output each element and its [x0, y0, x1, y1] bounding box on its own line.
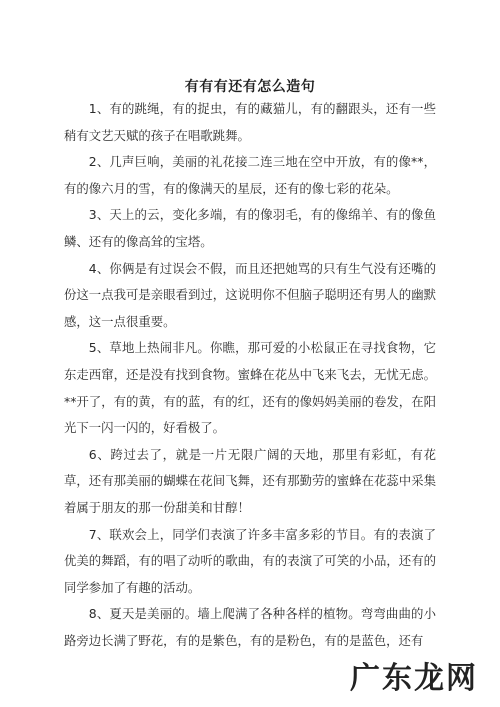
paragraph-8: 8、夏天是美丽的。墙上爬满了各种各样的植物。弯弯曲曲的小路旁边长满了野花，有的是紫色，有的是粉色，有的是蓝色，还有	[64, 606, 436, 648]
paragraph-2: 2、几声巨响，美丽的礼花接二连三地在空中开放，有的像**，有的像六月的雪，有的像满天的星辰，还有的像七彩的花朵。	[64, 154, 436, 196]
paragraph-1: 1、有的跳绳，有的捉虫，有的藏猫儿，有的翻跟头，还有一些稍有文艺天赋的孩子在唱歌跳舞。	[64, 101, 436, 143]
document-body	[64, 96, 436, 654]
site-watermark: 广东龙网	[350, 661, 478, 696]
document-title: 有有有还有怎么造句	[184, 79, 316, 95]
paragraph-6: 6、跨过去了，就是一片无限广阔的天地，那里有彩虹，有花草，还有那美丽的蝴蝶在花间飞舞，还有那勤劳的蜜蜂在花蕊中采集着属于朋友的那一份甜美和甘醇！	[64, 446, 436, 515]
paragraph-5: 5、草地上热闹非凡。你瞧，那可爱的小松鼠正在寻找食物，它东走西窜，还是没有找到食物。蜜蜂在花丛中飞来飞去，无忧无虑。**开了，有的黄，有的蓝，有的红，还有的像妈妈美丽的卷发，在阳光下一闪一闪的，好看极了。	[64, 340, 436, 436]
paragraph-4: 4、你俩是有过误会不假，而且还把她骂的只有生气没有还嘴的份这一点我可是亲眼看到过，这说明你不但脑子聪明还有男人的幽默感，这一点很重要。	[64, 260, 436, 329]
paragraph-7: 7、联欢会上，同学们表演了许多丰富多彩的节目。有的表演了优美的舞蹈，有的唱了动听的歌曲，有的表演了可笑的小品，还有的同学参加了有趣的活动。	[64, 526, 436, 595]
paragraph-3: 3、天上的云，变化多端，有的像羽毛，有的像绵羊、有的像鱼鳞、还有的像高耸的宝塔。	[64, 207, 436, 249]
